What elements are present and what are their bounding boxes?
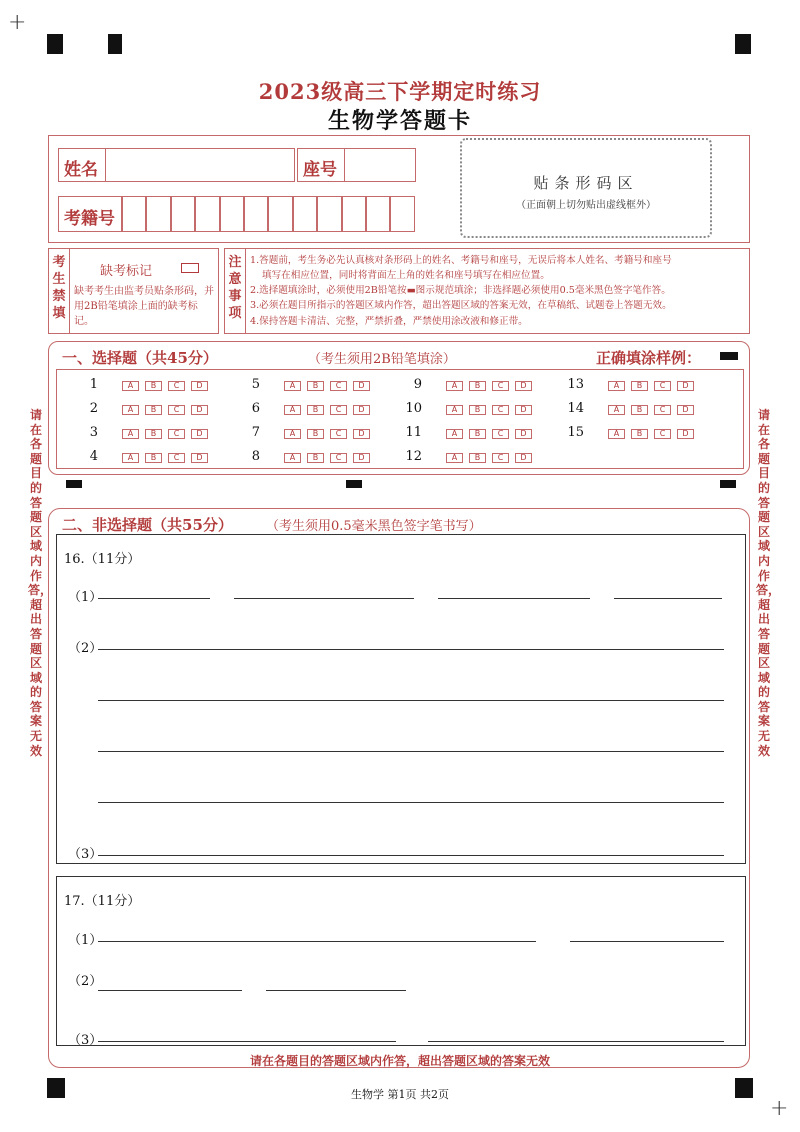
option-bubble-a[interactable]: A xyxy=(122,405,139,415)
exam-number-cell[interactable] xyxy=(122,196,146,232)
option-bubble-d[interactable]: D xyxy=(353,381,370,391)
absent-mark-label: 缺考标记 xyxy=(100,264,153,279)
option-bubble-d[interactable]: D xyxy=(191,381,208,391)
option-bubble-c[interactable]: C xyxy=(492,453,509,463)
fill-example-mark xyxy=(720,352,738,360)
question-number: 8 xyxy=(251,449,260,464)
exam-number-cell[interactable] xyxy=(366,196,390,232)
option-bubble-b[interactable]: B xyxy=(307,405,324,415)
option-bubble-a[interactable]: A xyxy=(284,453,301,463)
timing-mark xyxy=(346,480,362,488)
q17-3-blank-a[interactable] xyxy=(98,1041,396,1042)
option-bubble-c[interactable]: C xyxy=(492,405,509,415)
answer-options xyxy=(284,405,370,415)
absent-mark-box[interactable] xyxy=(181,263,199,273)
option-bubble-b[interactable]: B xyxy=(631,429,648,439)
option-bubble-a[interactable]: A xyxy=(284,381,301,391)
q17-label: 17.（11分） xyxy=(64,894,141,909)
option-bubble-a[interactable]: A xyxy=(446,453,463,463)
alignment-mark xyxy=(108,34,122,54)
question-number: 6 xyxy=(251,401,260,416)
option-bubble-a[interactable]: A xyxy=(608,405,625,415)
answer-options xyxy=(608,405,694,415)
answer-options xyxy=(122,429,208,439)
attention-side-label: 注意事项 xyxy=(228,255,242,321)
exam-title: 2023级高三下学期定时练习 xyxy=(258,79,542,104)
option-bubble-c[interactable]: C xyxy=(168,429,185,439)
answer-options xyxy=(122,405,208,415)
option-bubble-d[interactable]: D xyxy=(191,405,208,415)
exam-number-cell[interactable] xyxy=(317,196,341,232)
question-number: 12 xyxy=(405,449,422,464)
question-number: 10 xyxy=(405,401,422,416)
exam-number-cell[interactable] xyxy=(171,196,195,232)
notice-line-4: 3.必须在题目所指示的答题区域内作答，超出答题区域的答案无效，在草稿纸、试题卷上答题无效。 xyxy=(250,300,672,311)
q16-2-line-1[interactable] xyxy=(98,649,724,650)
option-bubble-a[interactable]: A xyxy=(608,381,625,391)
q17-2-blank-a[interactable] xyxy=(98,990,242,991)
option-bubble-b[interactable]: B xyxy=(145,429,162,439)
option-bubble-d[interactable]: D xyxy=(515,405,532,415)
question-number: 9 xyxy=(413,377,422,392)
option-bubble-b[interactable]: B xyxy=(469,381,486,391)
answer-options xyxy=(446,429,532,439)
page-number: 生物学 第1页 共2页 xyxy=(351,1088,449,1101)
option-bubble-c[interactable]: C xyxy=(654,405,671,415)
answer-options xyxy=(284,429,370,439)
option-bubble-c[interactable]: C xyxy=(330,429,347,439)
option-bubble-c[interactable]: C xyxy=(492,381,509,391)
answer-options xyxy=(284,381,370,391)
q16-answer-area xyxy=(56,534,746,864)
option-bubble-c[interactable]: C xyxy=(330,405,347,415)
option-bubble-c[interactable]: C xyxy=(654,429,671,439)
q17-part1-label: （1） xyxy=(68,933,103,948)
question-number: 4 xyxy=(89,449,98,464)
absent-side-label: 考生禁填 xyxy=(52,255,66,321)
exam-number-cell[interactable] xyxy=(293,196,317,232)
question-number: 15 xyxy=(567,425,584,440)
option-bubble-d[interactable]: D xyxy=(515,453,532,463)
answer-options xyxy=(446,381,532,391)
crosshair-mark: + xyxy=(770,1096,789,1121)
section1-title: 一、选择题（共45分） xyxy=(62,349,218,367)
option-bubble-d[interactable]: D xyxy=(515,381,532,391)
alignment-mark xyxy=(47,34,63,54)
option-bubble-a[interactable]: A xyxy=(122,429,139,439)
option-bubble-c[interactable]: C xyxy=(492,429,509,439)
exam-number-cell[interactable] xyxy=(244,196,268,232)
notice-line-3: 2.选择题填涂时，必须使用2B铅笔按▬图示规范填涂；非选择题必须使用0.5毫米黑色签字笔作答。 xyxy=(250,285,671,296)
q16-label: 16.（11分） xyxy=(64,552,141,567)
option-bubble-a[interactable]: A xyxy=(446,429,463,439)
q17-1-blank-b[interactable] xyxy=(570,941,724,942)
name-field[interactable] xyxy=(105,148,295,182)
barcode-note: （正面朝上切勿贴出虚线框外） xyxy=(516,200,656,211)
q16-2-line-4[interactable] xyxy=(98,802,724,803)
q17-answer-area xyxy=(56,876,746,1046)
answer-options xyxy=(446,405,532,415)
answer-options xyxy=(284,453,370,463)
option-bubble-d[interactable]: D xyxy=(677,429,694,439)
option-bubble-a[interactable]: A xyxy=(122,453,139,463)
q17-part3-label: （3） xyxy=(68,1033,103,1048)
q16-2-line-3[interactable] xyxy=(98,751,724,752)
q17-part2-label: （2） xyxy=(68,974,103,989)
answer-options xyxy=(608,381,694,391)
question-number: 11 xyxy=(405,425,422,440)
option-bubble-b[interactable]: B xyxy=(307,429,324,439)
question-number: 13 xyxy=(567,377,584,392)
exam-number-cell[interactable] xyxy=(146,196,170,232)
exam-number-cell[interactable] xyxy=(342,196,366,232)
option-bubble-a[interactable]: A xyxy=(446,405,463,415)
q17-2-blank-b[interactable] xyxy=(266,990,406,991)
option-bubble-c[interactable]: C xyxy=(168,405,185,415)
option-bubble-b[interactable]: B xyxy=(307,453,324,463)
barcode-area xyxy=(460,138,712,238)
question-number: 14 xyxy=(567,401,584,416)
option-bubble-b[interactable]: B xyxy=(469,405,486,415)
q16-1-blank-b[interactable] xyxy=(234,598,414,599)
option-bubble-d[interactable]: D xyxy=(515,429,532,439)
option-bubble-d[interactable]: D xyxy=(677,405,694,415)
option-bubble-c[interactable]: C xyxy=(330,453,347,463)
option-bubble-a[interactable]: A xyxy=(122,381,139,391)
q17-1-blank-a[interactable] xyxy=(98,941,536,942)
q16-1-blank-d[interactable] xyxy=(614,598,722,599)
side-warning-left: 请在各题目的答题区域内作答，超出答题区域的答案无效 xyxy=(28,408,53,758)
section2-title: 二、非选择题（共55分） xyxy=(62,516,233,534)
question-number: 1 xyxy=(89,377,98,392)
option-bubble-b[interactable]: B xyxy=(631,405,648,415)
option-bubble-b[interactable]: B xyxy=(631,381,648,391)
option-bubble-d[interactable]: D xyxy=(353,429,370,439)
seat-label: 座号 xyxy=(303,160,337,180)
question-number: 7 xyxy=(251,425,260,440)
exam-number-cell[interactable] xyxy=(195,196,219,232)
option-bubble-a[interactable]: A xyxy=(608,429,625,439)
q16-part2-label: （2） xyxy=(68,641,103,656)
option-bubble-b[interactable]: B xyxy=(307,381,324,391)
answer-options xyxy=(122,453,208,463)
notice-line-2: 填写在相应位置，同时将背面左上角的姓名和座号填写在相应位置。 xyxy=(262,270,550,281)
option-bubble-b[interactable]: B xyxy=(145,381,162,391)
option-bubble-c[interactable]: C xyxy=(330,381,347,391)
name-label: 姓名 xyxy=(64,160,98,180)
option-bubble-d[interactable]: D xyxy=(353,405,370,415)
answer-options xyxy=(608,429,694,439)
exam-no-label: 考籍号 xyxy=(64,209,115,229)
question-number: 3 xyxy=(89,425,98,440)
option-bubble-d[interactable]: D xyxy=(677,381,694,391)
option-bubble-c[interactable]: C xyxy=(168,381,185,391)
q16-2-line-2[interactable] xyxy=(98,700,724,701)
q16-3-line[interactable] xyxy=(98,855,724,856)
option-bubble-b[interactable]: B xyxy=(145,405,162,415)
answer-options xyxy=(446,453,532,463)
fill-example-label: 正确填涂样例： xyxy=(596,349,702,367)
q16-1-blank-a[interactable] xyxy=(98,598,210,599)
question-number: 5 xyxy=(251,377,260,392)
section2-instruction: （考生须用0.5毫米黑色签字笔书写） xyxy=(266,519,482,534)
option-bubble-d[interactable]: D xyxy=(191,453,208,463)
option-bubble-b[interactable]: B xyxy=(469,453,486,463)
footer-warning: 请在各题目的答题区域内作答，超出答题区域的答案无效 xyxy=(249,1054,550,1068)
notice-line-5: 4.保持答题卡清洁、完整，严禁折叠，严禁使用涂改液和修正带。 xyxy=(250,316,528,327)
seat-field[interactable] xyxy=(344,148,416,182)
q17-3-blank-b[interactable] xyxy=(428,1041,724,1042)
exam-number-cell[interactable] xyxy=(390,196,414,232)
exam-number-cell[interactable] xyxy=(220,196,244,232)
option-bubble-b[interactable]: B xyxy=(469,429,486,439)
crosshair-mark: + xyxy=(8,10,27,35)
option-bubble-a[interactable]: A xyxy=(446,381,463,391)
alignment-mark xyxy=(735,34,751,54)
sheet-title: 生物学答题卡 xyxy=(327,108,472,134)
q16-part3-label: （3） xyxy=(68,847,103,862)
notice-line-1: 1.答题前，考生务必先认真核对条形码上的姓名、考籍号和座号，无误后将本人姓名、考籍号和座号 xyxy=(250,255,672,266)
side-warning-right: 请在各题目的答题区域内作答，超出答题区域的答案无效 xyxy=(756,408,781,758)
absent-description: 缺考考生由监考员贴条形码，并用2B铅笔填涂上面的缺考标记。 xyxy=(74,286,214,327)
q16-part1-label: （1） xyxy=(68,590,103,605)
option-bubble-d[interactable]: D xyxy=(191,429,208,439)
exam-number-cell[interactable] xyxy=(268,196,292,232)
section1-instruction: （考生须用2B铅笔填涂） xyxy=(308,352,456,367)
option-bubble-d[interactable]: D xyxy=(353,453,370,463)
q16-1-blank-c[interactable] xyxy=(438,598,590,599)
option-bubble-c[interactable]: C xyxy=(168,453,185,463)
option-bubble-c[interactable]: C xyxy=(654,381,671,391)
option-bubble-b[interactable]: B xyxy=(145,453,162,463)
barcode-title: 贴条形码区 xyxy=(533,174,639,192)
option-bubble-a[interactable]: A xyxy=(284,405,301,415)
timing-mark xyxy=(720,480,736,488)
question-number: 2 xyxy=(89,401,98,416)
option-bubble-a[interactable]: A xyxy=(284,429,301,439)
timing-mark xyxy=(66,480,82,488)
answer-options xyxy=(122,381,208,391)
